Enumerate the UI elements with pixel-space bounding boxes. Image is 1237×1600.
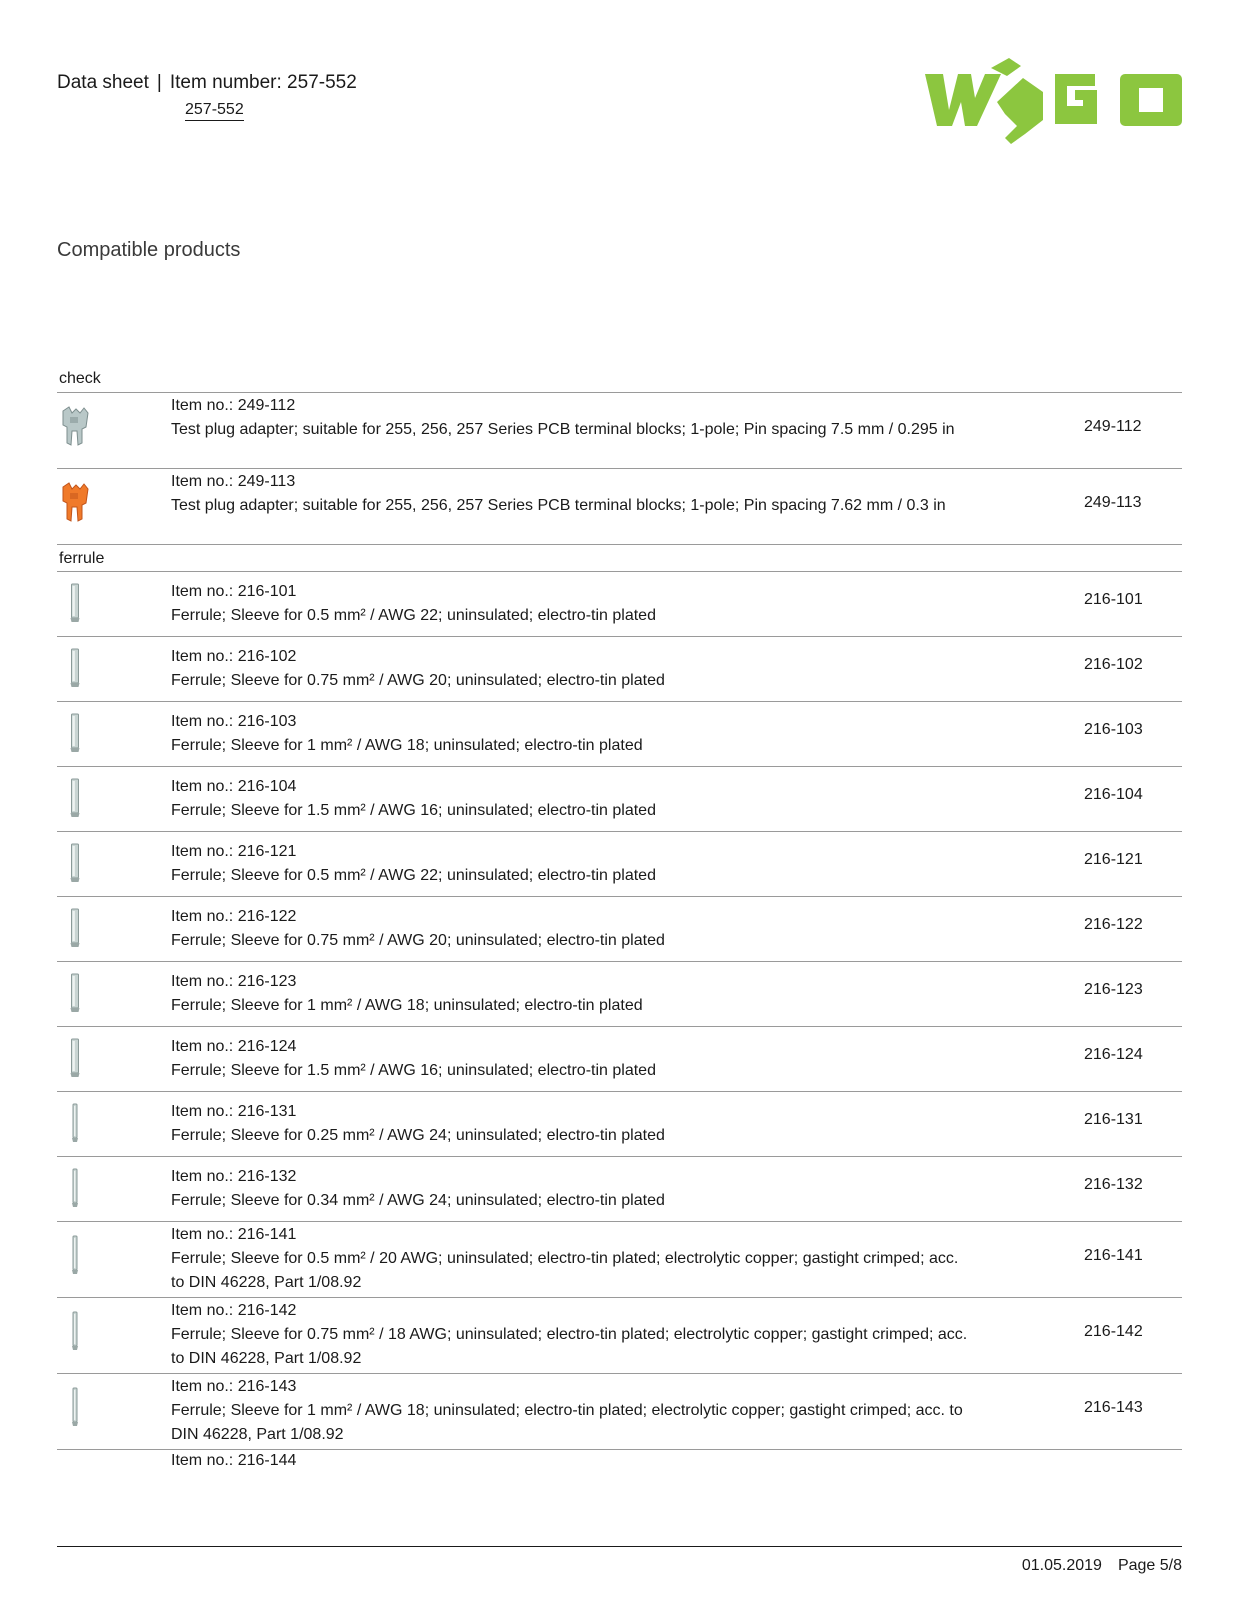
item-number: Item no.: 216-131 <box>171 1103 297 1120</box>
item-number-label: Item number: 257-552 <box>169 72 357 93</box>
item-number-right: 216-142 <box>1084 1323 1143 1340</box>
item-text <box>171 470 971 518</box>
section-title: Compatible products <box>57 239 241 261</box>
item-number: Item no.: 216-132 <box>171 1168 297 1185</box>
trailing-item-label: Item no.: 216-144 <box>171 1452 297 1469</box>
item-description: Ferrule; Sleeve for 0.75 mm² / AWG 20; uninsulated; electro-tin plated <box>171 932 665 949</box>
item-text <box>171 1223 971 1295</box>
table-row[interactable] <box>57 1222 1182 1298</box>
table-row[interactable] <box>57 1092 1182 1157</box>
page-footer <box>1022 1557 1182 1575</box>
item-description: Ferrule; Sleeve for 1.5 mm² / AWG 16; uninsulated; electro-tin plated <box>171 802 656 819</box>
table-row[interactable] <box>57 393 1182 469</box>
item-description: Ferrule; Sleeve for 0.75 mm² / AWG 20; uninsulated; electro-tin plated <box>171 672 665 689</box>
item-description: Test plug adapter; suitable for 255, 256, 257 Series PCB terminal blocks; 1-pole; Pin spacing 7.62 mm / 0.3 in <box>171 497 946 514</box>
table-row[interactable] <box>57 572 1182 637</box>
item-text <box>171 775 971 823</box>
item-text <box>171 1035 971 1083</box>
item-number-right: 216-131 <box>1084 1111 1143 1128</box>
compatible-products-table <box>57 356 1182 1450</box>
item-number-right: 216-132 <box>1084 1176 1143 1193</box>
item-number: Item no.: 216-142 <box>171 1302 297 1319</box>
item-description: Ferrule; Sleeve for 0.5 mm² / AWG 22; uninsulated; electro-tin plated <box>171 867 656 884</box>
group-label-ferrule: ferrule <box>57 545 1182 572</box>
item-text <box>171 645 971 693</box>
ferrule-icon <box>60 907 90 951</box>
item-description: Ferrule; Sleeve for 0.5 mm² / AWG 22; uninsulated; electro-tin plated <box>171 607 656 624</box>
table-row[interactable] <box>57 897 1182 962</box>
item-description: Ferrule; Sleeve for 1.5 mm² / AWG 16; uninsulated; electro-tin plated <box>171 1062 656 1079</box>
ferrule-icon <box>60 842 90 886</box>
item-description: Ferrule; Sleeve for 0.25 mm² / AWG 24; uninsulated; electro-tin plated <box>171 1127 665 1144</box>
item-number: Item no.: 216-143 <box>171 1378 297 1395</box>
item-number-right: 216-121 <box>1084 851 1143 868</box>
item-description: Ferrule; Sleeve for 0.34 mm² / AWG 24; uninsulated; electro-tin plated <box>171 1192 665 1209</box>
item-number-right: 216-103 <box>1084 721 1143 738</box>
item-number-right: 216-101 <box>1084 591 1143 608</box>
item-description: Ferrule; Sleeve for 1 mm² / AWG 18; uninsulated; electro-tin plated <box>171 737 643 754</box>
item-description: Ferrule; Sleeve for 1 mm² / AWG 18; uninsulated; electro-tin plated; electrolytic copper; gastight crimped; acc. to DIN 46228, Part 1/08.92 <box>171 1402 963 1443</box>
doc-label: Data sheet <box>57 72 149 93</box>
item-number-right: 216-141 <box>1084 1247 1143 1264</box>
group-label-check: check <box>57 356 1182 393</box>
item-number-right: 216-124 <box>1084 1046 1143 1063</box>
ferrule-icon <box>60 1037 90 1081</box>
document-title <box>57 72 357 94</box>
item-text <box>171 1165 971 1213</box>
table-row[interactable] <box>57 702 1182 767</box>
ferrule-icon <box>60 647 90 691</box>
item-description: Ferrule; Sleeve for 1 mm² / AWG 18; uninsulated; electro-tin plated <box>171 997 643 1014</box>
footer-date: 01.05.2019 <box>1021 1557 1102 1574</box>
item-text <box>171 1299 971 1371</box>
item-number-link[interactable]: 257-552 <box>185 101 244 121</box>
item-number: Item no.: 216-103 <box>171 713 297 730</box>
item-text <box>171 1375 971 1447</box>
table-row[interactable] <box>57 767 1182 832</box>
item-number: Item no.: 216-124 <box>171 1038 297 1055</box>
test-plug-adapter-icon <box>60 405 90 449</box>
item-number-right: 216-123 <box>1084 981 1143 998</box>
item-text <box>171 970 971 1018</box>
item-number: Item no.: 249-113 <box>171 473 296 490</box>
item-number: Item no.: 216-141 <box>171 1226 297 1243</box>
item-number-right: 249-112 <box>1084 418 1142 435</box>
title-separator: | <box>156 72 162 93</box>
item-number: Item no.: 216-122 <box>171 908 297 925</box>
footer-divider <box>57 1546 1182 1547</box>
item-number: Item no.: 216-102 <box>171 648 297 665</box>
item-number-right: 249-113 <box>1084 494 1142 511</box>
item-number: Item no.: 216-121 <box>171 843 297 860</box>
table-row[interactable] <box>57 1027 1182 1092</box>
table-row[interactable] <box>57 1298 1182 1374</box>
item-number-right: 216-102 <box>1084 656 1143 673</box>
table-row[interactable] <box>57 962 1182 1027</box>
item-text <box>171 394 971 442</box>
item-number: Item no.: 216-123 <box>171 973 297 990</box>
item-text <box>171 580 971 628</box>
item-number: Item no.: 249-112 <box>171 397 296 414</box>
ferrule-icon <box>60 1386 90 1430</box>
table-row[interactable] <box>57 1374 1182 1450</box>
item-number: Item no.: 216-104 <box>171 778 297 795</box>
item-text <box>171 840 971 888</box>
ferrule-icon <box>60 1102 90 1146</box>
item-number-right: 216-104 <box>1084 786 1143 803</box>
ferrule-icon <box>60 777 90 821</box>
table-row[interactable] <box>57 637 1182 702</box>
item-description: Ferrule; Sleeve for 0.75 mm² / 18 AWG; uninsulated; electro-tin plated; electrolytic copper; gastight crimped; acc. to DIN 46228, Part 1/08.92 <box>171 1326 968 1367</box>
table-row[interactable] <box>57 1157 1182 1222</box>
test-plug-adapter-icon <box>60 481 90 525</box>
footer-page-number: Page 5/8 <box>1117 1557 1182 1574</box>
ferrule-icon <box>60 1167 90 1211</box>
item-text <box>171 710 971 758</box>
item-number: Item no.: 216-101 <box>171 583 297 600</box>
table-row[interactable] <box>57 832 1182 897</box>
item-description: Test plug adapter; suitable for 255, 256, 257 Series PCB terminal blocks; 1-pole; Pin spacing 7.5 mm / 0.295 in <box>171 421 955 438</box>
ferrule-icon <box>60 1310 90 1354</box>
item-text <box>171 905 971 953</box>
wago-logo <box>925 58 1182 144</box>
ferrule-icon <box>60 712 90 756</box>
item-number-right: 216-143 <box>1084 1399 1143 1416</box>
ferrule-icon <box>60 1234 90 1278</box>
ferrule-icon <box>60 582 90 626</box>
item-description: Ferrule; Sleeve for 0.5 mm² / 20 AWG; uninsulated; electro-tin plated; electrolytic copper; gastight crimped; acc. to DIN 46228, Part 1/08.92 <box>171 1250 959 1291</box>
ferrule-icon <box>60 972 90 1016</box>
table-row[interactable] <box>57 469 1182 545</box>
item-text <box>171 1100 971 1148</box>
item-number-right: 216-122 <box>1084 916 1143 933</box>
